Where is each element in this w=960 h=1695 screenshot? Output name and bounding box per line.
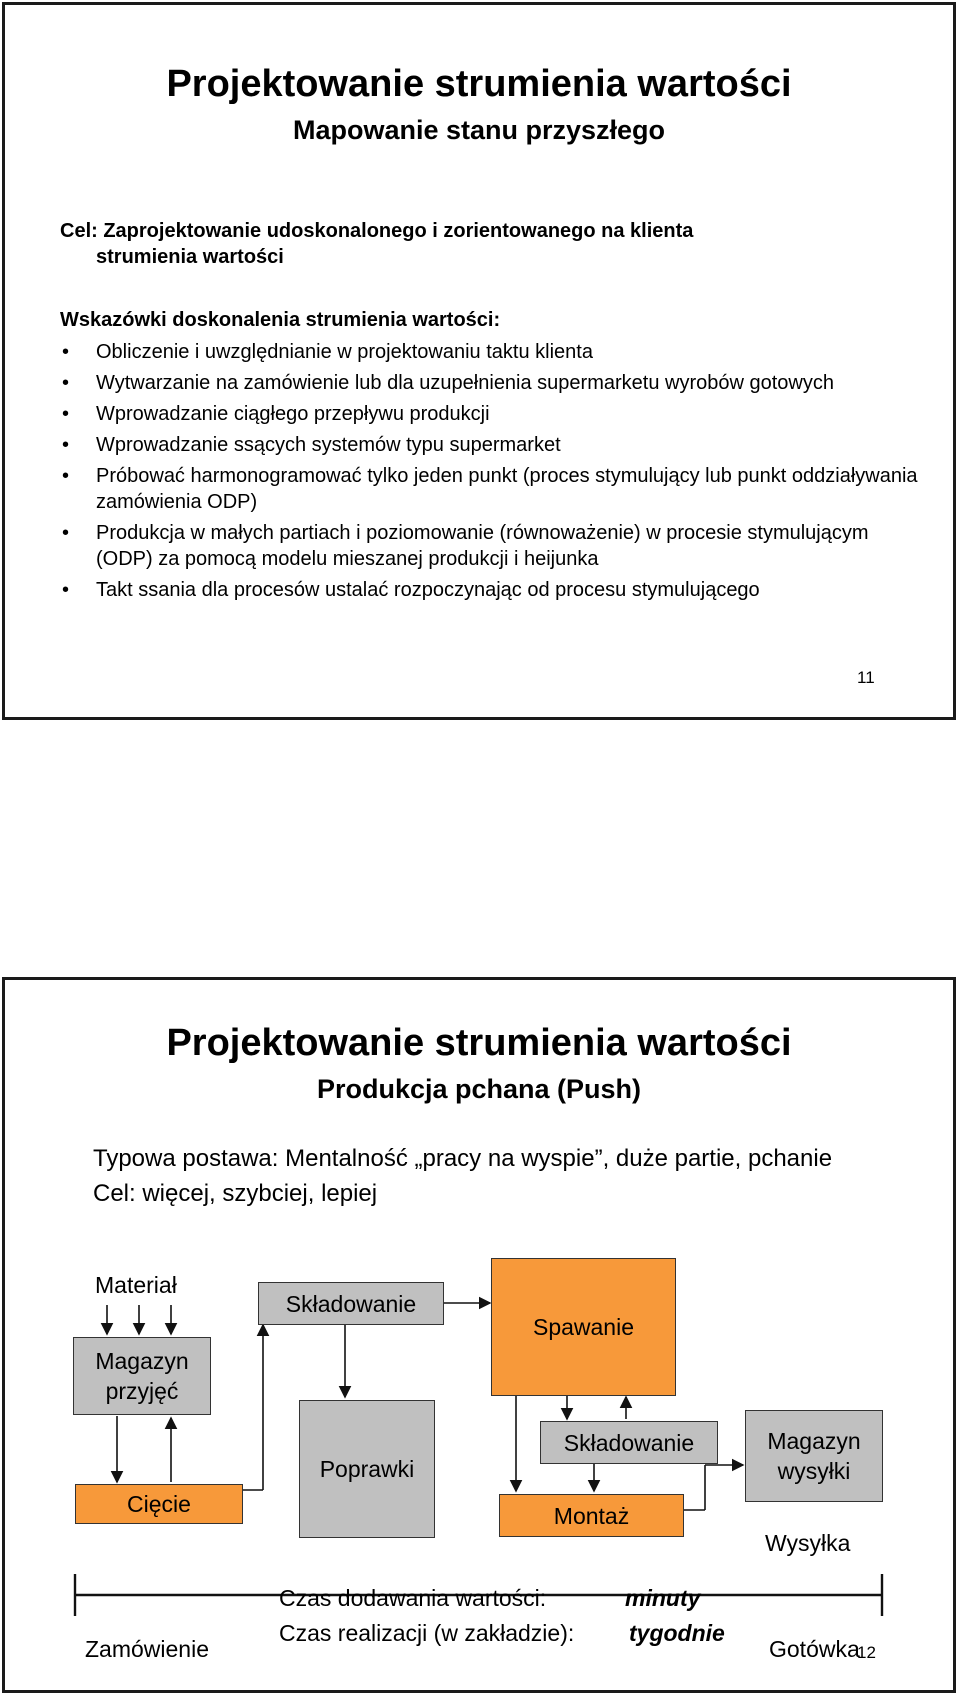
slide-subtitle: Mapowanie stanu przyszłego [292, 115, 666, 145]
bullet-marker: • [62, 403, 70, 425]
bullet-marker: • [62, 579, 70, 601]
goal-line-2: strumienia wartości [96, 246, 284, 268]
bullet-marker: • [62, 465, 70, 487]
tips-heading: Wskazówki doskonalenia strumienia wartości: [60, 309, 501, 331]
list-item: • Wytwarzanie na zamówienie lub dla uzupełnienia supermarketu wyrobów gotowych [62, 372, 834, 394]
lead-time-label: Czas realizacji (w zakładzie): [279, 1620, 575, 1646]
goal-line-1: Cel: Zaprojektowanie udoskonalonego i zorientowanego na klienta [60, 220, 694, 242]
value-time-unit: minuty [625, 1585, 701, 1611]
bullet-marker: • [62, 341, 70, 363]
flow-arrows [5, 980, 953, 1690]
page-number: 11 [857, 668, 875, 687]
tips-list [60, 339, 920, 608]
magazyn-wysylki-box: Magazyn wysyłki [745, 1410, 883, 1502]
slide-12 [2, 977, 956, 1693]
list-item: • Wprowadzanie ciągłego przepływu produkcji [62, 403, 490, 425]
list-item: • Wprowadzanie ssących systemów typu supermarket [62, 434, 561, 456]
magazyn-przyjec-box: Magazyn przyjęć [73, 1337, 211, 1415]
list-item: • Obliczenie i uwzględnianie w projektowaniu taktu klienta [62, 341, 593, 363]
spawanie-box: Spawanie [491, 1258, 676, 1396]
slide-subtitle: Produkcja pchana (Push) [316, 1074, 642, 1104]
attitude-text: Typowa postawa: Mentalność „pracy na wyspie”, duże partie, pchanie [93, 1145, 833, 1172]
bullet-marker: • [62, 372, 70, 394]
slide-11 [2, 2, 956, 720]
slide-title: Projektowanie strumienia wartości [166, 63, 792, 105]
material-label: Materiał [95, 1272, 177, 1298]
lead-time-unit: tygodnie [629, 1620, 725, 1646]
list-item: • Produkcja w małych partiach i poziomowanie (równoważenie) w procesie stymulującym (ODP) za pomocą modelu mieszanej produkcji i heijunka [62, 522, 869, 570]
skladowanie-top-box: Składowanie [258, 1282, 444, 1325]
poprawki-box: Poprawki [299, 1400, 435, 1538]
goal-text: Cel: więcej, szybciej, lepiej [93, 1180, 378, 1207]
ciecie-box: Cięcie [75, 1484, 243, 1524]
value-time-label: Czas dodawania wartości: [279, 1585, 547, 1611]
skladowanie-mid-box: Składowanie [540, 1421, 718, 1464]
bullet-marker: • [62, 522, 70, 544]
montaz-box: Montaż [499, 1494, 684, 1537]
list-item: • Próbować harmonogramować tylko jeden punkt (proces stymulujący lub punkt oddziaływania zamówienia ODP) [62, 465, 918, 513]
goal-text [60, 218, 900, 270]
bullet-marker: • [62, 434, 70, 456]
list-item: • Takt ssania dla procesów ustalać rozpoczynając od procesu stymulującego [62, 579, 760, 601]
slide-title: Projektowanie strumienia wartości [166, 1022, 792, 1064]
wysylka-label: Wysyłka [765, 1530, 851, 1556]
timeline-start-label: Zamówienie [85, 1636, 209, 1662]
timeline-end-label: Gotówka [769, 1636, 860, 1662]
page-number: 12 [857, 1643, 876, 1662]
